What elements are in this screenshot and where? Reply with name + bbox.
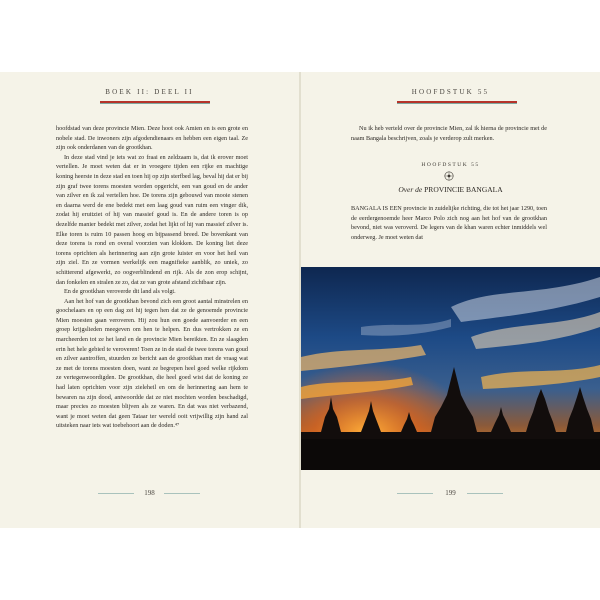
ornament-icon [444, 171, 454, 181]
pagoda-sunset-photo [301, 267, 600, 470]
right-body-text [351, 204, 547, 242]
paragraph: Aan het hof van de grootkhan bevond zich een groot aantal minstrelen en goochelaars en op een dag zei hij tegen hen dat ze de genoemde provincie Mien moesten gaan veroveren. Hij zou hun een goede aanvoerder en een groep krijgslieden meegeven om hen te helpen. En dus vertrokken ze en marcheerden tot ze het land en de provincie Mien bereikten. En ze slaagden erin het hele gebied te veroveren! Toen ze in de stad de twee torens van goud en zilver aantroffen, stuurden ze bericht aan de grootkhan met de vraag wat ze met de torens moesten doen, want ze begrepen heel goed welke rijkdom ze vertegenwoordigden. De grootkhan, die heel goed wist dat de koning ze had laten oprichten voor zijn zieleheil en om de herinnering aan hem te bewaren na zijn dood, antwoordde dat ze niet mochten worden beschadigd, maar precies zo moesten blijven als ze waren. En dat was niet verbazend, want je moet weten dat geen Tataar ter wereld ooit vrijwillig zijn hand zal uitsteken naar iets wat toebehoort aan de doden.⁴⁷ [56, 297, 248, 430]
paragraph: En de grootkhan veroverde dit land als volgt. [64, 288, 176, 296]
paragraph: In deze stad vind je iets wat zo fraai en zeldzaam is, dat ik erover moet vertellen. Je moet weten dat er in vroegere tijden een rijke en machtige koning heerste in deze stad en toen hij op zijn sterfbed lag, beval hij dat er bij zijn graf twee torens moesten worden opgericht, een van goud en de ander van zilver en ik zal vertellen hoe. De torens zijn gebouwd van mooie stenen en daarna werd de ene bedekt met een laag goud van ruim een vinger dik, zodat hij eruitziet of hij van massief goud is. En de andere toren is op dezelfde manier bedekt met zilver, zodat het lijkt of hij van massief zilver is. Elke toren is ruim 10 passen hoog en bijpassend breed. De bovenkant van deze torens is rond en overal voorzien van klokken. De koning liet deze torens oprichten als herinnering aan zijn grote luister en voor het heil van zijn ziel. En ze vormen werkelijk een magnifieke aanblik, zo uniek, zo schitterend afgewerkt, zo oogverblindend en rijk. Als de zon erop schijnt, dan fonkelen en stralen ze zo, dat ze van grote afstand zichtbaar zijn. [56, 153, 248, 286]
chapter-title-main: PROVINCIE BANGALA [424, 185, 503, 194]
header-rule-left [100, 101, 210, 104]
paragraph: Nu ik heb verteld over de provincie Mien, zal ik hierna de provincie met de naam Bangala beschrijven, zoals je verderop zult merken. [351, 125, 547, 142]
page-number-left: 198 [144, 489, 155, 497]
paragraph: BANGALA IS EEN provincie in zuidelijke richting, die tot het jaar 1290, toen de eerdergenoemde heer Marco Polo zich nog aan het hof van de grootkhan bevond, niet was veroverd. De legers van de khan waren echter inmiddels wel onderweg. Je moet weten dat [351, 205, 547, 241]
right-intro-text [351, 124, 547, 143]
running-head-left: BOEK II: DEEL II [105, 88, 194, 96]
running-head-right: HOOFDSTUK 55 [411, 88, 490, 96]
chapter-title-italic: Over de [398, 185, 423, 194]
page-number-right: 199 [445, 489, 456, 497]
chapter-title [301, 185, 600, 194]
left-body-text [56, 124, 248, 431]
photo-illustration [301, 267, 600, 470]
left-page [0, 72, 299, 528]
header-rule-right [397, 101, 517, 104]
chapter-label: HOOFDSTUK 55 [421, 162, 480, 168]
paragraph: hoofdstad van deze provincie Mien. Deze hoot ook Amien en is een grote en nobele stad. De inwoners zijn afgodendienaars en hebben een eigen taal. Ze zijn ook onderdanen van de grootkhan. [56, 125, 248, 152]
